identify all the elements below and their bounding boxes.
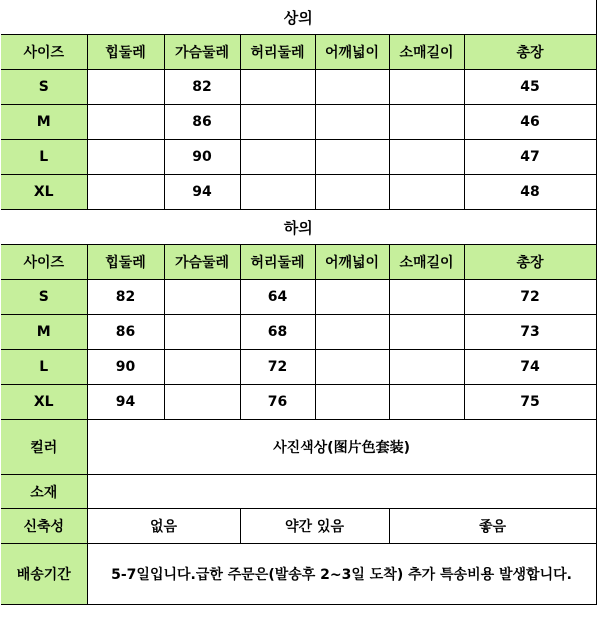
bottom-size-row — [1, 385, 596, 420]
bottom-size-label: S — [1, 280, 87, 315]
top-size-cell — [87, 140, 164, 175]
top-size-cell — [240, 70, 315, 105]
top-size-cell — [315, 105, 389, 140]
stretch-option-good: 좋음 — [389, 509, 596, 544]
top-size-cell — [240, 140, 315, 175]
bottom-size-cell: 82 — [87, 280, 164, 315]
top-size-label: L — [1, 140, 87, 175]
bottom-size-cell — [389, 315, 464, 350]
bottom-section-title: 하의 — [1, 210, 596, 245]
bottom-size-cell: 76 — [240, 385, 315, 420]
top-size-cell: 48 — [464, 175, 596, 210]
bottom-header-cell: 총장 — [464, 245, 596, 280]
bottom-header-cell: 소매길이 — [389, 245, 464, 280]
bottom-size-cell — [389, 350, 464, 385]
bottom-size-cell: 74 — [464, 350, 596, 385]
bottom-size-cell — [164, 280, 240, 315]
top-size-cell: 94 — [164, 175, 240, 210]
bottom-size-cell: 90 — [87, 350, 164, 385]
stretch-option-some: 약간 있음 — [240, 509, 389, 544]
bottom-size-cell: 64 — [240, 280, 315, 315]
stretch-option-none: 없음 — [87, 509, 240, 544]
bottom-size-row — [1, 280, 596, 315]
top-header-cell: 어깨넓이 — [315, 35, 389, 70]
material-row — [1, 475, 596, 509]
bottom-header-cell: 가슴둘레 — [164, 245, 240, 280]
bottom-size-cell: 94 — [87, 385, 164, 420]
top-section-title: 상의 — [1, 0, 596, 35]
color-row — [1, 420, 596, 475]
top-size-cell: 90 — [164, 140, 240, 175]
bottom-size-row — [1, 350, 596, 385]
bottom-size-cell — [164, 315, 240, 350]
material-value — [87, 475, 596, 509]
top-header-row — [1, 35, 596, 70]
top-header-cell: 허리둘레 — [240, 35, 315, 70]
bottom-size-cell: 68 — [240, 315, 315, 350]
top-size-label: M — [1, 105, 87, 140]
bottom-size-row — [1, 315, 596, 350]
bottom-header-cell: 허리둘레 — [240, 245, 315, 280]
top-size-row — [1, 140, 596, 175]
top-header-cell: 사이즈 — [1, 35, 87, 70]
bottom-size-cell: 86 — [87, 315, 164, 350]
top-size-cell — [87, 105, 164, 140]
top-size-cell — [389, 140, 464, 175]
top-header-cell: 소매길이 — [389, 35, 464, 70]
top-size-cell — [240, 175, 315, 210]
shipping-value: 5-7일입니다.급한 주문은(발송후 2~3일 도착) 추가 특송비용 발생합니다. — [87, 544, 596, 605]
bottom-size-cell: 73 — [464, 315, 596, 350]
top-size-cell: 46 — [464, 105, 596, 140]
bottom-size-cell: 75 — [464, 385, 596, 420]
top-size-cell: 45 — [464, 70, 596, 105]
bottom-size-cell — [164, 350, 240, 385]
top-header-cell: 가슴둘레 — [164, 35, 240, 70]
bottom-size-cell — [315, 315, 389, 350]
bottom-size-cell — [389, 280, 464, 315]
shipping-row — [1, 544, 596, 605]
top-title-row — [1, 0, 596, 35]
bottom-size-cell — [315, 350, 389, 385]
shipping-label: 배송기간 — [1, 544, 87, 605]
top-size-cell — [315, 70, 389, 105]
size-chart-table — [1, 0, 597, 605]
color-label: 컬러 — [1, 420, 87, 475]
bottom-size-cell — [164, 385, 240, 420]
top-size-cell: 82 — [164, 70, 240, 105]
bottom-header-row — [1, 245, 596, 280]
top-header-cell: 총장 — [464, 35, 596, 70]
top-size-cell — [389, 175, 464, 210]
top-size-label: S — [1, 70, 87, 105]
top-size-cell: 86 — [164, 105, 240, 140]
top-size-cell — [87, 175, 164, 210]
bottom-title-row — [1, 210, 596, 245]
bottom-size-cell — [315, 385, 389, 420]
bottom-size-cell: 72 — [464, 280, 596, 315]
stretch-label: 신축성 — [1, 509, 87, 544]
stretch-row — [1, 509, 596, 544]
bottom-header-cell: 힙둘레 — [87, 245, 164, 280]
color-value: 사진색상(图片色套装) — [87, 420, 596, 475]
top-size-row — [1, 70, 596, 105]
top-size-cell — [87, 70, 164, 105]
material-label: 소재 — [1, 475, 87, 509]
bottom-size-cell — [315, 280, 389, 315]
top-size-cell: 47 — [464, 140, 596, 175]
top-size-cell — [315, 140, 389, 175]
bottom-header-cell: 어깨넓이 — [315, 245, 389, 280]
bottom-size-label: M — [1, 315, 87, 350]
bottom-size-label: L — [1, 350, 87, 385]
top-size-row — [1, 175, 596, 210]
top-size-label: XL — [1, 175, 87, 210]
top-size-cell — [315, 175, 389, 210]
top-size-cell — [240, 105, 315, 140]
bottom-size-cell — [389, 385, 464, 420]
top-header-cell: 힙둘레 — [87, 35, 164, 70]
top-size-cell — [389, 70, 464, 105]
top-size-cell — [389, 105, 464, 140]
top-size-row — [1, 105, 596, 140]
bottom-header-cell: 사이즈 — [1, 245, 87, 280]
bottom-size-cell: 72 — [240, 350, 315, 385]
bottom-size-label: XL — [1, 385, 87, 420]
